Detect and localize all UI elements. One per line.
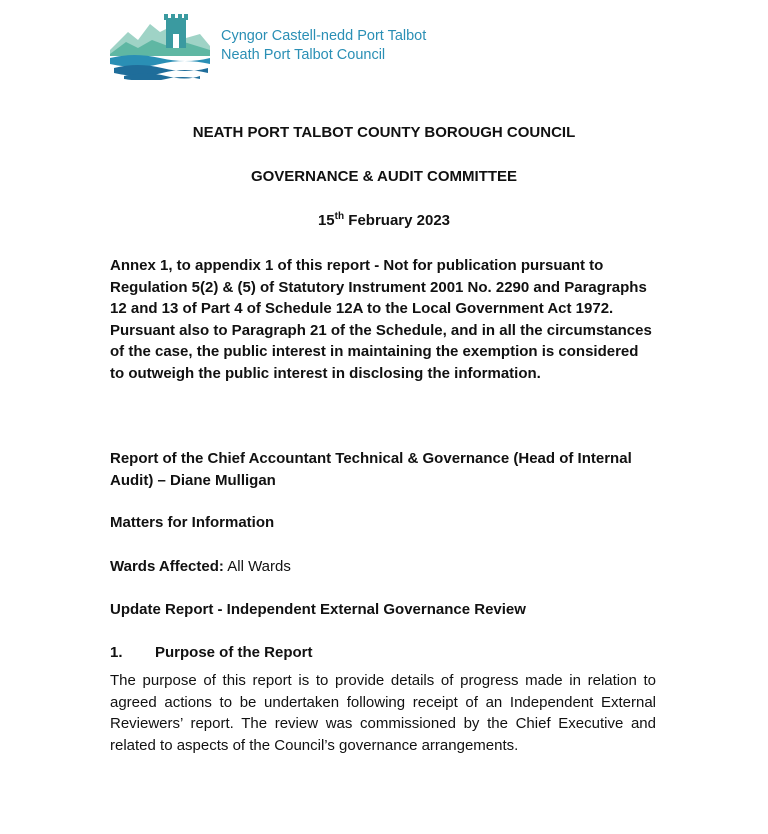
wards-value: All Wards	[223, 558, 291, 575]
section-number: 1.	[110, 644, 123, 661]
purpose-paragraph: The purpose of this report is to provide details of progress made in relation to agreed actions to be undertaken following receipt of an Independent External Reviewers’ report. The review was commissioned by the Chief Executive and related to aspects of the Council’s governance arrangements.	[110, 672, 656, 754]
annex-notice: Annex 1, to appendix 1 of this report - Not for publication pursuant to Regulation 5(2) & (5) of Statutory Instrument 2001 No. 2290 and Paragraphs 12 and 13 of Part 4 of Schedule 12A to the Local Government Act 1972. Pursuant also to Paragraph 21 of the Schedule, and in all the circumstances of the case, the public interest in maintaining the exemption is considered to outweigh the public interest in disclosing the information.	[110, 257, 652, 382]
council-name-english: Neath Port Talbot Council	[221, 47, 386, 63]
date-day: 15	[317, 212, 335, 229]
section-heading	[110, 642, 655, 664]
matters-for-information: Matters for Information	[110, 514, 275, 531]
committee-title: GOVERNANCE & AUDIT COMMITTEE	[250, 168, 518, 185]
date-suffix: th	[334, 211, 345, 222]
logo-wave-1	[110, 55, 210, 67]
council-title: NEATH PORT TALBOT COUNTY BOROUGH COUNCIL	[192, 124, 576, 141]
wards-affected	[110, 556, 655, 578]
castle-icon	[164, 14, 188, 48]
council-name	[221, 27, 426, 65]
logo-wave-3	[124, 74, 200, 81]
wards-label: Wards Affected:	[110, 558, 224, 575]
update-report-title: Update Report - Independent External Governance Review	[110, 601, 526, 618]
date-month-year: February 2023	[344, 212, 451, 229]
logo-wave-2	[114, 65, 208, 76]
report-of: Report of the Chief Accountant Technical & Governance (Head of Internal Audit) – Diane Mulligan	[110, 450, 632, 489]
council-name-welsh: Cyngor Castell-nedd Port Talbot	[221, 28, 427, 44]
meeting-date	[0, 211, 768, 229]
section-title: Purpose of the Report	[155, 644, 313, 661]
council-logo	[108, 10, 212, 80]
